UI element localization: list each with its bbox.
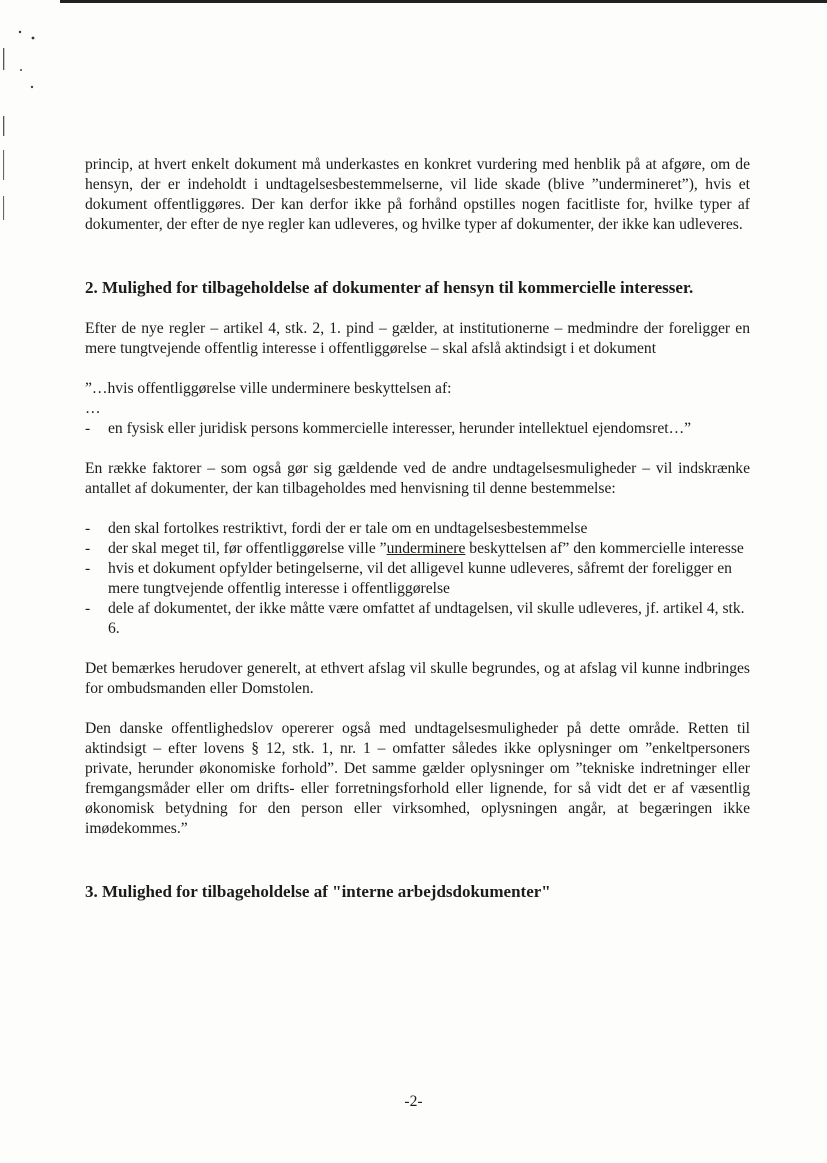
quote-list-item [85, 419, 750, 439]
page-top-border [60, 0, 827, 3]
scan-specks [0, 0, 60, 240]
section-2-paragraph-4: Den danske offentlighedslov opererer også med undtagelsesmuligheder på dette område. Retten til aktindsigt – efter lovens § 12, stk. 1, nr. 1 – omfatter således ikke oplysninger om ”enkeltpersoners private, herunder økonomiske forhold”. Det samme gælder oplysninger om ”tekniske indretninger eller fremgangsmåder eller om drifts- eller forretningsforhold eller lignende, for så vidt det er af væsentlig økonomisk betydning for den person eller virksomhed, oplysningen angår, at begæringen ikke imødekommes.” [85, 720, 750, 837]
section-2-paragraph-2: En række faktorer – som også gør sig gældende ved de andre undtagelsesmuligheder – vil indskrænke antallet af dokumenter, der kan tilbageholdes med henvisning til denne bestemmelse: [85, 460, 750, 497]
underlined-term: underminere [386, 540, 466, 557]
list-marker: - [85, 540, 91, 557]
list-marker: - [85, 560, 91, 577]
factor-text-2-after: beskyttelsen af” den kommercielle interesse [465, 540, 744, 557]
factor-list-item-1 [85, 519, 750, 539]
factor-list [85, 519, 750, 639]
quote-item-text: en fysisk eller juridisk persons kommercielle interesser, herunder intellektuel ejendomsret…” [108, 420, 692, 437]
factor-text-3: hvis et dokument opfylder betingelserne, vil det alligevel kunne udleveres, såfremt der foreligger en mere tungtvejende offentlig interesse i offentliggørelse [108, 560, 732, 597]
page-number: -2- [404, 1093, 423, 1110]
factor-list-item-3 [85, 559, 750, 599]
section-2-heading: 2. Mulighed for tilbageholdelse af dokumenter af hensyn til kommercielle interesser. [85, 278, 694, 297]
section-3-heading: 3. Mulighed for tilbageholdelse af "interne arbejdsdokumenter" [85, 882, 551, 901]
intro-paragraph: princip, at hvert enkelt dokument må underkastes en konkret vurdering med henblik på at afgøre, om de hensyn, der er indeholdt i undtagelsesbestemmelserne, vil lide skade (blive ”undermineret”), hvis et dokument offentliggøres. Der kan derfor ikke på forhånd opstilles nogen facitliste for, hvilke typer af dokumenter, der efter de nye regler kan udleveres, og hvilke typer af dokumenter, der ikke kan udleveres. [85, 156, 750, 233]
factor-text-2-before: der skal meget til, før offentliggørelse ville ” [108, 540, 387, 557]
factor-text-4: dele af dokumentet, der ikke måtte være omfattet af undtagelsen, vil skulle udleveres, jf. artikel 4, stk. 6. [108, 600, 745, 637]
factor-text-1: den skal fortolkes restriktivt, fordi der er tale om en undtagelsesbestemmelse [108, 520, 588, 537]
list-marker: - [85, 600, 91, 617]
document-body [85, 155, 750, 923]
quote-intro: ”…hvis offentliggørelse ville underminere beskyttelsen af: [85, 380, 452, 397]
list-marker: - [85, 420, 91, 437]
quote-ellipsis: … [85, 400, 101, 417]
factor-list-item-2 [85, 539, 750, 559]
quote-list [85, 419, 750, 439]
section-2-paragraph-1: Efter de nye regler – artikel 4, stk. 2, 1. pind – gælder, at institutionerne – medmindre der foreligger en mere tungtvejende offentlig interesse i offentliggørelse – skal afslå aktindsigt i et dokument [85, 320, 750, 357]
list-marker: - [85, 520, 91, 537]
section-2-paragraph-3: Det bemærkes herudover generelt, at ethvert afslag vil skulle begrundes, og at afslag vil kunne indbringes for ombudsmanden eller Domstolen. [85, 660, 750, 697]
factor-list-item-4 [85, 599, 750, 639]
